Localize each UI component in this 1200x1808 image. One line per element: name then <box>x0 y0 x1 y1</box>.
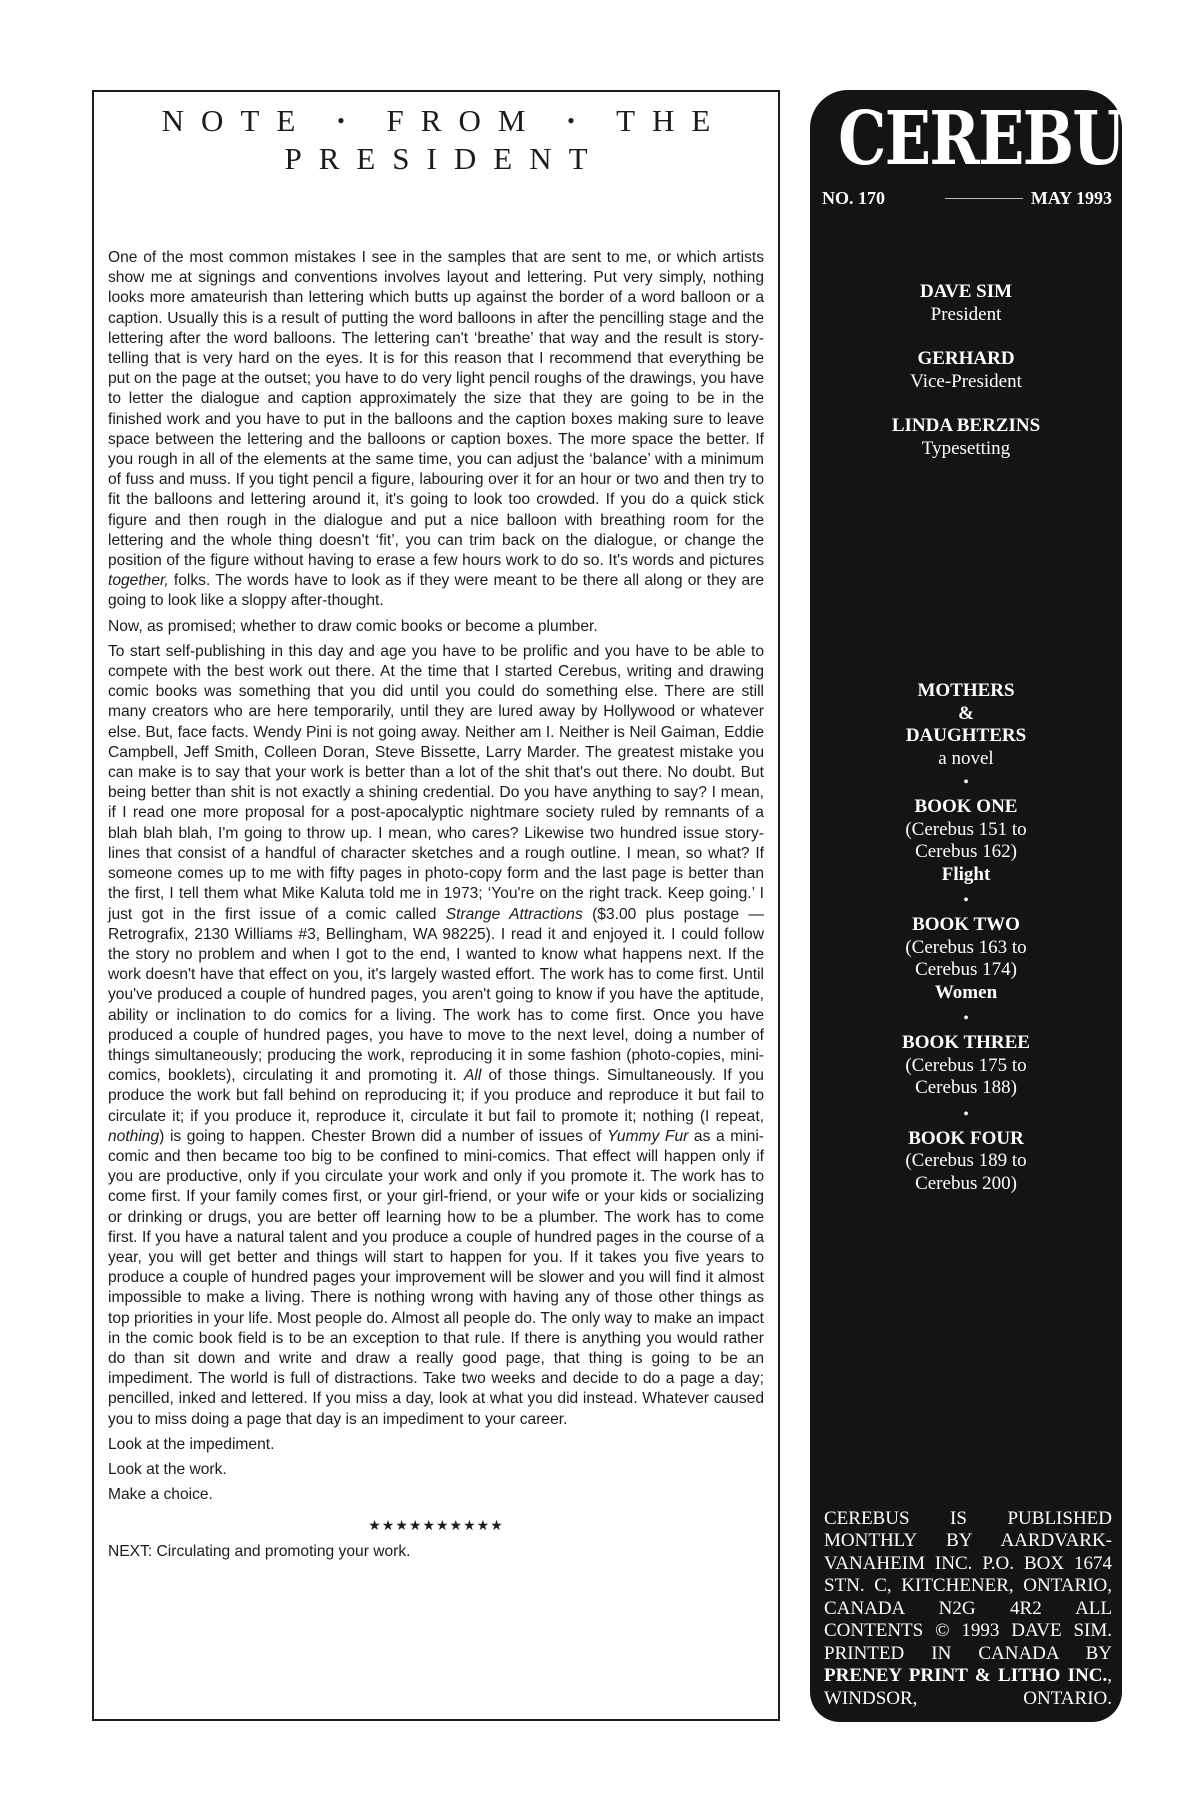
title-separator: • <box>337 108 362 133</box>
staff-name: DAVE SIM <box>919 281 1013 302</box>
book-range: Cerebus 188) <box>915 1077 1017 1098</box>
issue-date: MAY 1993 <box>1030 188 1112 208</box>
book-range: (Cerebus 189 to <box>905 1150 1027 1171</box>
paragraph-layout <box>108 248 764 612</box>
staff-role: Vice-President <box>910 371 1022 392</box>
paragraph-text: of those things. Simultaneously. If you produce the work but fall behind on reproducing it; if you produce and reproduce it but fail to circulate it; if you produce it, reproduce it, circulate it but fail to promote it; nothing (I repeat, <box>108 1067 764 1125</box>
article-body <box>108 248 764 1562</box>
bullet-icon: • <box>963 1105 969 1123</box>
paragraph-impediment: Look at the impediment. <box>108 1435 275 1453</box>
book-entry <box>810 1128 1122 1196</box>
book-heading: BOOK TWO <box>912 914 1020 935</box>
next-note: NEXT: Circulating and promoting your work. <box>108 1542 411 1560</box>
title-word-the: THE <box>616 103 728 138</box>
paragraph-text: as a mini-comic and then became too big to be confined to mini-comics. That effect will happen only if you are productive, only if you circulate your work and only if you promote it. The work has to come first. If your family comes first, or your girl-friend, or your wife or your kids or socializing or drinking or drugs, you are better off learning how to be a plumber. The work has to come first. If you have a natural talent and you produce a couple of hundred pages in the course of a year, you will get better and things will start to happen for you. If it takes you five years to produce a couple of hundred pages your improvement will be slower and you will find it almost impossible to make a living. There is nothing wrong with having any of those other things as top priorities in your life. Most people do. Almost all people do. The only way to make an impact in the comic book field is to be an exception to that rule. If there is anything you would rather do than sit down and write and draw a really good page, that thing is going to be an impediment. The world is full of distractions. Take two weeks and decide to do a page a day; pencilled, inked and lettered. If you miss a day, look at what you did instead. Whatever caused you to miss doing a page that day is an impediment to your career. <box>108 1127 764 1428</box>
paragraph-text: ($3.00 plus postage — Retrografix, 2130 Williams #3, Bellingham, WA 98225). I read it and enjoyed it. I could follow the story no problem and when I got to the end, I wanted to know what happens next. If the work doesn't have that effect on you, it's largely wasted effort. The work has to come first. Until you've produced a couple of hundred pages, you aren't going to know if you have the aptitude, ability or inclination to do comics for a living. The work has to come first. Once you have produced a couple of hundred pages, you have to move to the next level, doing a number of things simultaneously; producing the work, reproducing it in some fashion (photo-copies, mini-comics, booklets), circulating it and promoting it. <box>108 905 764 1085</box>
publication-notice <box>824 1508 1112 1711</box>
paragraph-promise: Now, as promised; whether to draw comic books or become a plumber. <box>108 617 598 635</box>
story-title-mothers: MOTHERS <box>917 680 1015 701</box>
emphasis-text: All <box>463 1067 482 1085</box>
publication-text: CEREBUS IS PUBLISHED MONTHLY BY AARDVARK-VANAHEIM INC. P.O. BOX 1674 STN. C, KITCHENER, ONTARIO, CANADA N2G 4R2 ALL CONTENTS © 1993 DAVE SIM. PRINTED IN CANADA BY <box>824 1507 1112 1664</box>
book-name: Flight <box>941 863 991 885</box>
title-separator: • <box>567 108 592 133</box>
paragraph-work: Look at the work. <box>108 1460 227 1478</box>
book-heading: BOOK ONE <box>914 796 1018 817</box>
book-heading: BOOK THREE <box>902 1032 1030 1053</box>
issue-line <box>810 188 1122 209</box>
staff-member <box>810 281 1122 326</box>
bullet-icon: • <box>963 892 969 909</box>
printer-name: PRENEY PRINT & LITHO INC. <box>824 1665 1108 1686</box>
emphasis-text: Strange Attractions <box>445 905 583 923</box>
star-divider: ★★★★★★★★★★ <box>368 1517 504 1534</box>
paragraph-self-publishing <box>108 642 764 1430</box>
story-subtitle: a novel <box>938 747 994 769</box>
staff-member <box>810 415 1122 460</box>
paragraph-text: ) is going to happen. Chester Brown did a number of issues of <box>159 1127 608 1145</box>
book-range: Cerebus 162) <box>915 841 1017 862</box>
book-name: Women <box>934 981 998 1003</box>
book-range: (Cerebus 151 to <box>905 818 1027 840</box>
staff-name: LINDA BERZINS <box>891 415 1041 436</box>
book-entry <box>810 1032 1122 1100</box>
staff-member <box>810 348 1122 393</box>
book-range: (Cerebus 175 to <box>905 1054 1027 1076</box>
book-heading: BOOK FOUR <box>908 1127 1024 1149</box>
book-range: (Cerebus 163 to <box>905 936 1027 958</box>
story-ampersand: & <box>958 702 974 724</box>
staff-role: Typesetting <box>921 438 1011 459</box>
article-title <box>108 102 764 178</box>
issue-number: NO. 170 <box>822 188 885 208</box>
masthead-panel <box>810 90 1166 1722</box>
bullet-icon: • <box>963 774 969 791</box>
paragraph-text: To start self-publishing in this day and age you have to be prolific and you have to be able to compete with the best work out there. At the time that I started Cerebus, writing and drawing comic books was something that you did until you could do something else. There are still many creators who are here temporarily, until they are lured away by Hollywood or whatever else. But, face facts. Wendy Pini is not going away. Neither am I. Neither is Neil Gaiman, Eddie Campbell, Jeff Smith, Colleen Doran, Steve Bissette, Larry Marder. The greatest mistake you can make is to say that your work is better than a lot of the shit that's out there. No doubt. But being better than shit is not exactly a shining credential. Do you have anything to say? I mean, if I read one more proposal for a post-apocalyptic nightmare society ruled by remnants of a blah blah blah, I'm going to throw up. I mean, who cares? Likewise two hundred issue story-lines that consist of a handful of character sketches and a rough outline. I mean, so what? If someone comes up to me with fifty pages in photo-copy form and the last page is better than the first, I tell them what Mike Kaluta told me in 1973; ‘You're on the right track. Keep going.’ I just got in the first issue of a comic called <box>108 642 764 923</box>
bullet-icon: • <box>963 1010 969 1027</box>
issue-rule <box>945 198 1023 199</box>
book-entry <box>810 914 1122 1004</box>
emphasis-text: together, <box>108 572 169 590</box>
book-range: Cerebus 174) <box>915 959 1017 980</box>
emphasis-text: Yummy Fur <box>607 1127 689 1145</box>
emphasis-text: nothing <box>108 1127 160 1145</box>
story-title-daughters: DAUGHTERS <box>905 725 1027 746</box>
publication-text: , WINDSOR, ONTARIO. <box>824 1665 1112 1709</box>
title-word-from: FROM <box>386 103 543 138</box>
staff-name: GERHARD <box>917 348 1015 369</box>
article-box <box>92 90 780 1721</box>
title-word-note: NOTE <box>161 103 313 138</box>
book-range: Cerebus 200) <box>915 1172 1017 1194</box>
title-word-president: PRESIDENT <box>284 141 605 176</box>
cerebus-logo: CEREBUS <box>838 96 1166 182</box>
staff-list <box>810 281 1122 460</box>
book-entry <box>810 796 1122 886</box>
paragraph-text: folks. The words have to look as if they were meant to be there all along or they are going to look like a sloppy after-thought. <box>108 572 764 610</box>
staff-role: President <box>930 304 1002 325</box>
story-listing <box>810 680 1122 1195</box>
paragraph-text: One of the most common mistakes I see in the samples that are sent to me, or which artists show me at signings and conventions involves layout and lettering. Put very simply, nothing looks more amateurish than lettering which butts up against the border of a word balloon or a caption. Usually this is a result of putting the word balloons in after the pencilling stage and the lettering after the word balloons. The lettering can't ‘breathe’ that way and the result is story-telling that is very hard on the eyes. It is for this reason that I recommend that everything be put on the page at the outset; you have to do very light pencil roughs of the drawings, you have to letter the dialogue and caption approximately the size that they are going to be in the finished work and you have to put in the balloons and the caption boxes making sure to leave space between the lettering and the balloons or caption boxes. The more space the better. If you rough in all of the elements at the same time, you can adjust the ‘balance’ with a minimum of fuss and muss. If you tight pencil a figure, labouring over it for an hour or two and then try to fit the balloons and lettering around it, it's going to look too crowded. If you do a quick stick figure and then rough in the dialogue and put a nice balloon with breathing room for the lettering and the whole thing doesn't ‘fit’, you can trim back on the dialogue, or change the position of the figure without having to erase a few hours work to do so. It's words and pictures <box>108 249 764 570</box>
paragraph-choice: Make a choice. <box>108 1486 213 1504</box>
